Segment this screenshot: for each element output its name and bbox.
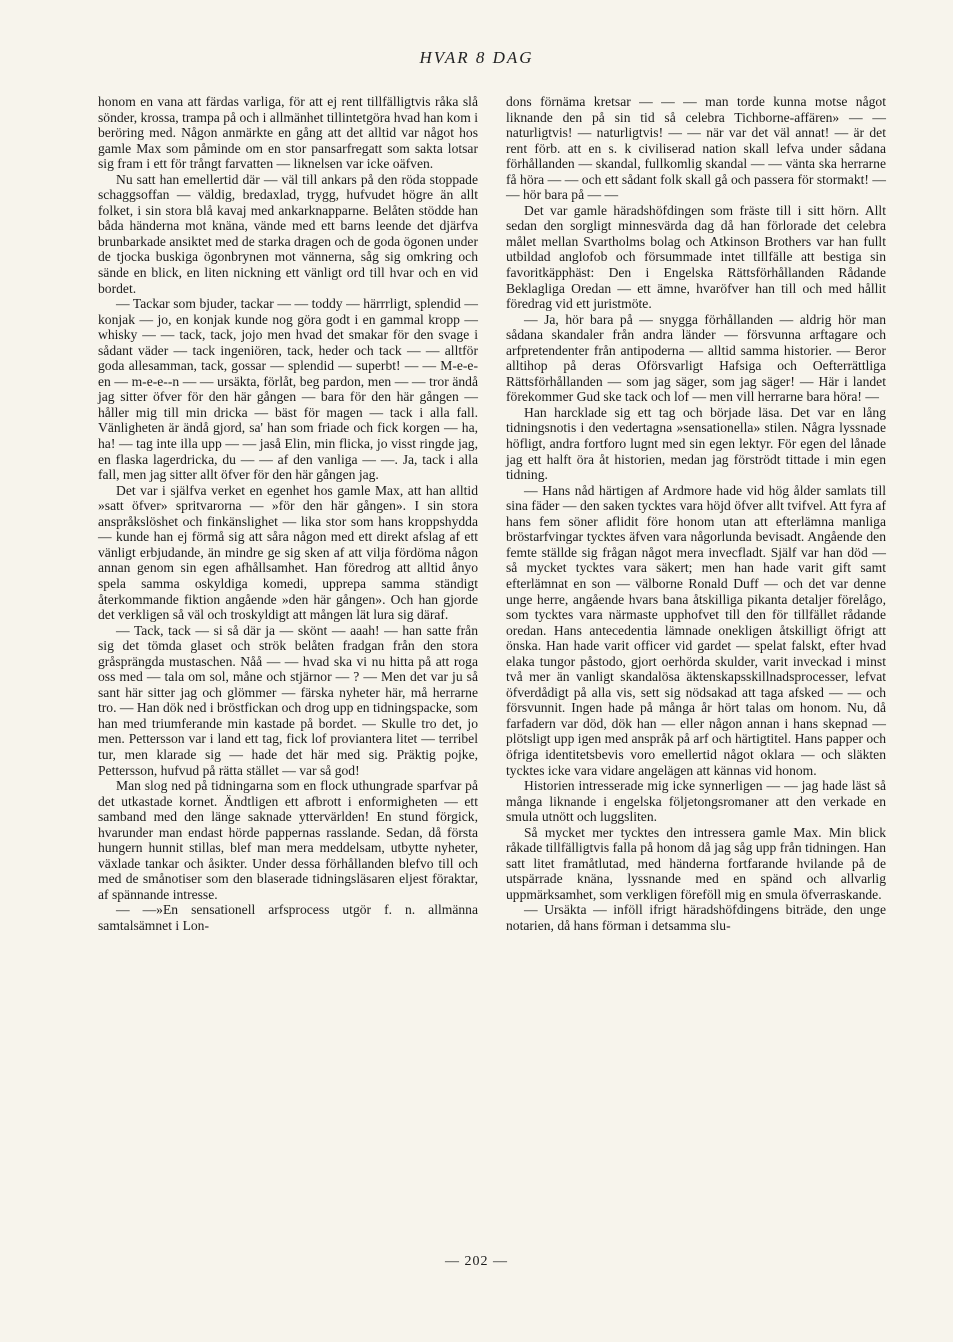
paragraph: — Ursäkta — inföll ifrigt häradshöfdingens biträde, den unge notarien, då hans förman i detsamma slu- xyxy=(506,902,886,933)
paragraph: — —»En sensationell arfsprocess utgör f. n. allmänna samtalsämnet i Lon- xyxy=(98,902,478,933)
paragraph: — Tackar som bjuder, tackar — — toddy — härrrligt, splendid — konjak — jo, en konjak kunde nog göra godt i en gammal kropp — whisky — — tack, tack, jojo men hvad det smakar för den svage i sådant väder — tack ingeniören, tack, heder och tack — — alltför goda allesamman, tack, gossar — splendid — superbt! — — M-e-e-en — m-e-e--n — — ursäkta, förlåt, beg pardon, men — — tror ändå jag sitter öfver för den här gången — bara för den här gången — håller mig till min dricka — bäst för magen — tack i alla fall. Vänligheten är ändå gjord, sa' han som friade och fick korgen — ha, ha! — tag inte illa upp — — jaså Elin, min flicka, jo visst ringde jag, en flaska lagerdricka, du — — af den vanliga — —. Ja, tack i alla fall, men jag sitter allt öfver för den här gången jag. xyxy=(98,296,478,483)
paragraph: Historien intresserade mig icke synnerligen — — jag hade läst så många liknande i engelska följetongsromaner att den verkade en smula utnött och luggsliten. xyxy=(506,778,886,825)
right-column xyxy=(506,94,886,934)
paragraph: Han harcklade sig ett tag och började läsa. Det var en lång tidningsnotis i den vedertagna »sensationella» stilen. Några lyssnade höfligt, andra fortforo lugnt med sin egen lektyr. För egen del lånade jag ett halft öra åt historien, medan jag förströdt tittade i min egen tidning. xyxy=(506,404,886,483)
running-title: HVAR 8 DAG xyxy=(419,48,534,67)
paragraph: — Ja, hör bara på — snygga förhållanden — aldrig hör man sådana skandaler från andra länder — försvunna arftagare och arfpretendenter från antipoderna — alltid samma historier. — Beror alltihop på deras Oförsvarligt Hafsiga och Oefterrättliga Rättsförhållanden — som jag säger, som jag säger! — Här i landet förekommer Gud ske tack och lof — men vill herrarne bara höra! — xyxy=(506,311,886,405)
paragraph: honom en vana att färdas varliga, för att ej rent tillfälligtvis råka slå sönder, krossa, trampa på och i allmänhet tillintetgöra hvad han kom i beröring med. Någon anmärkte en gång att det alltid var något hos gamle Max som påminde om en stor pansarfregatt som sakta lotsar sig fram i ett för trångt farvatten — liknelsen var icke oäfven. xyxy=(98,94,478,172)
paragraph: dons förnäma kretsar — — — man torde kunna motse något liknande den på sin tid så celebra Tichborne-affären» — — naturligtvis! — naturligtvis! — — när var det väl annat! — är det rent förb. att en s. k civiliserad nation skall lefva under sådana förhållanden — skandal, fullkomlig skandal — — vänta ska herrarne få höra — — och ett sådant folk skall gå och passera för stormakt! — — hör bara på — — xyxy=(506,94,886,203)
paragraph: — Tack, tack — si så där ja — skönt — aaah! — han satte från sig det tömda glaset och strök belåten fradgan från den stora gråsprängda mustaschen. Nåå — — hvad ska vi nu hitta på att roga oss med — tala om sol, måne och stjärnor — ? — Men det var ju så sant här sitter jag och glömmer — färska nyheter här, må herrarne tro. — Han dök ned i bröstfickan och drog upp en tidningspacke, som han med triumferande min kastade på bordet. — Skulle tro det, jo men. Pettersson var i land ett tag, fick lof proviantera litet — terribel tur, men klarade sig — hade det här med sig. Präktig pojke, Pettersson, hufvud på rätta stället — var så god! xyxy=(98,622,478,778)
paragraph: Nu satt han emellertid där — väl till ankars på den röda stoppade schaggsoffan — väldig, bredaxlad, trygg, hufvudet högre än allt folket, i sin stora blå kavaj med ankarknapparne. Belåten stödde han båda händerna mot knäna, vände med ett barns leende det djärfva brunbarkade ansiktet med de starka dragen och de goda ögonen under de tjocka buskiga ögonbrynen mot vännerna, såg sig omkring och sände en blick, en liten nickning ett vänligt ord till hvar och en vid bordet. xyxy=(98,171,478,296)
paragraph: Det var i själfva verket en egenhet hos gamle Max, att han alltid »satt öfver» spritvarorna — »för den här gången». I sin stora anspråkslöshet och finkänslighet — lika stor som hans kroppshydda — kunde han ej förmå sig att såra någon med ett direkt afslag af ett vänligt erbjudande, än mindre ge sig sken af att vilja fördöma någon annan genom sin egen afhållsamhet. Han föredrog att alltid ånyo spela samma oskyldiga komedi, upprepa samma ständigt återkommande fiktion angående »den här gången». Och han gjorde det verkligen så väl och troskyldigt att mången lät lura sig däraf. xyxy=(98,482,478,623)
paragraph: Man slog ned på tidningarna som en flock uthungrade sparfvar på det utkastade kornet. Ändtligen ett afbrott i enformigheten — ett samband med den länge saknade yttervärlden! En stund förgick, hvarunder man endast hörde pappernas rasslande. Sedan, då första hungern hunnit stillas, blef man mera meddelsam, utbytte nyheter, växlade tankar och åsikter. Under dessa förhållanden blefvo till och med de smånotiser som den blaserade tidningsläsaren eljest föraktar, af spännande intresse. xyxy=(98,778,478,902)
paragraph: Det var gamle häradshöfdingen som fräste till i sitt hörn. Allt sedan den sorgligt minnesvärda dag då han förlorade det celebra målet mellan Svartholms bolag och Atkinson Brothers var han fullt utbildad anglofob och försummade intet tillfälle att bestiga sin favoritkäpphäst: Den i Engelska Rättsförhållanden Rådande Beklagliga Oredan — ett ämne, hvaröfver han till och med hållit föredrag vid ett juristmöte. xyxy=(506,202,886,312)
paragraph: Så mycket mer tycktes den intressera gamle Max. Min blick råkade tillfälligtvis falla på honom då jag såg upp från tidningen. Han satt litet framåtlutad, med händerna fortfarande hvilande på de utspärrade knäna, lyssnande med en spänd och allvarlig uppmärksamhet, som verkligen föreföll mig en smula öfverraskande. xyxy=(506,824,886,902)
left-column xyxy=(98,94,478,934)
paragraph: — Hans nåd härtigen af Ardmore hade vid hög ålder samlats till sina fäder — den saken tycktes vara höjd öfver allt tvifvel. Att fyra af hans fem söner aflidit före honom utan att efterlämna manliga bröstarfvingar tycktes äfven vara någorlunda bevisadt. Angående den femte ställde sig frågan något mera invecfladt. Själf var han död — så mycket tycktes vara säkert; men han hade varit gift samt efterlämnat en son — välborne Ronald Duff — och det var denne unge herre, angående hvars bana åtskilliga pikanta detaljer förelågo, som tycktes vara närmaste upphofvet till den för tillfället rådande oredan. Hans antecedentia lämnade onekligen åtskilligt öfrigt att önska. Han hade varit officer vid gardet — spelat falskt, efter hvad elaka tungor påstodo, gjort oerhörda skulder, varit inveckad i minst två mer än vanligt skandalösa äktenskapsskillnadsprocesser, lefvat öfverdådigt på alla vis, sett sig nödsakad att taga afsked — — och försvunnit. Ingen hade på många år hört talas om honom. Nu, då farfadern var död, dök han — eller någon annan i hans skepnad — plötsligt upp igen med anspråk på arf och härtigtitel. Hans papper och öfriga identitetsbevis voro emellertid något oklara — och släkten tycktes icke vara vidare angelägen att kännas vid honom. xyxy=(506,482,886,778)
page-number: — 202 — xyxy=(445,1254,508,1269)
